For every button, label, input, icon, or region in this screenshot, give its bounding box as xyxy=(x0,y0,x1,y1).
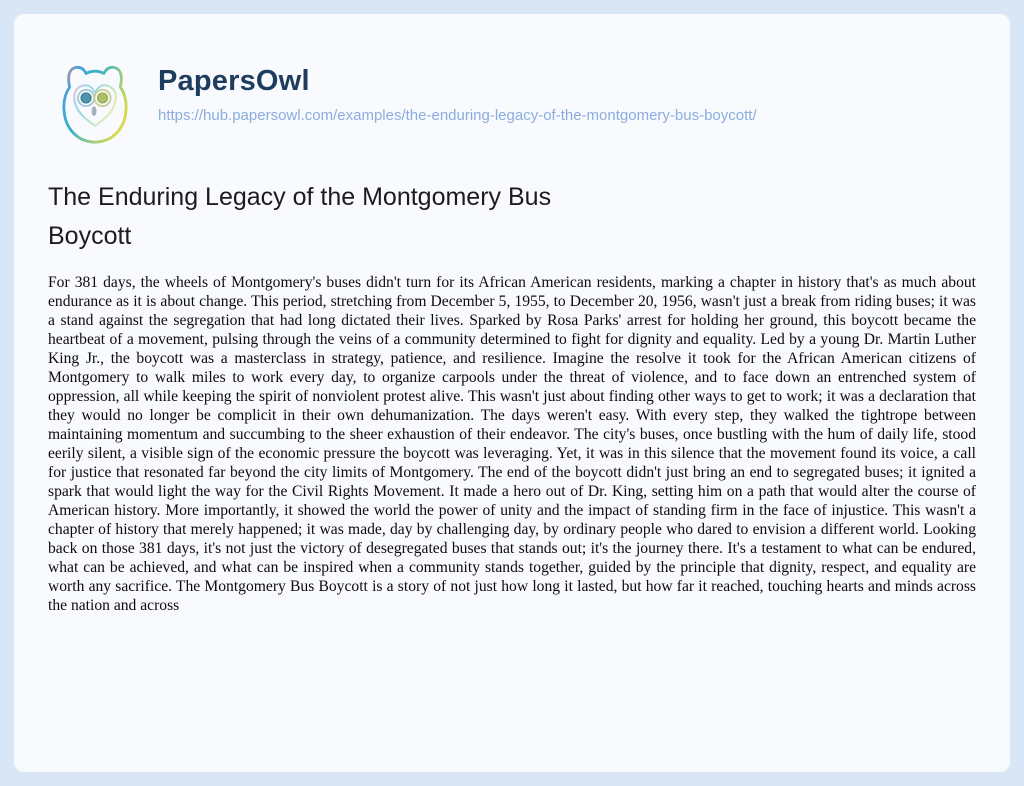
brand-name: PapersOwl xyxy=(158,65,310,97)
page-title-line2: Boycott xyxy=(48,222,132,250)
essay-body-text: For 381 days, the wheels of Montgomery's buses didn't turn for its African American residents, marking a chapter in history that's as much about endurance as it is about change. This period, stretching from December 5, 1955, to December 20, 1956, wasn't just a break from riding buses; it was a stand against the segregation that had long dictated their lives. Sparked by Rosa Parks' arrest for holding her ground, this boycott became the heartbeat of a movement, pulsing through the veins of a community determined to fight for dignity and equality. Led by a young Dr. Martin Luther King Jr., the boycott was a masterclass in strategy, patience, and resilience. Imagine the resolve it took for the African American citizens of Montgomery to walk miles to work every day, to organize carpools under the threat of violence, and to face down an entrenched system of oppression, all while keeping the spirit of nonviolent protest alive. This wasn't just about finding other ways to get to work; it was a declaration that they would no longer be complicit in their own dehumanization. The days weren't easy. With every step, they walked the tightrope between maintaining momentum and succumbing to the sheer exhaustion of their endeavor. The city's buses, once bustling with the hum of daily life, stood eerily silent, a visible sign of the economic pressure the boycott was leveraging. Yet, it was in this silence that the movement found its voice, a call for justice that resonated far beyond the city limits of Montgomery. The end of the boycott didn't just bring an end to segregated buses; it ignited a spark that would light the way for the Civil Rights Movement. It made a hero out of Dr. King, setting him on a path that would alter the course of American history. More importantly, it showed the world the power of unity and the impact of standing firm in the face of injustice. This wasn't a chapter of history that merely happened; it was made, day by challenging day, by ordinary people who dared to envision a different world. Looking back on those 381 days, it's not just the victory of desegregated buses that stands out; it's the journey there. It's a testament to what can be endured, what can be achieved, and what can be inspired when a community stands together, guided by the principle that dignity, respect, and equality are worth any sacrifice. The Montgomery Bus Boycott is a story of not just how long it lasted, but how far it reached, touching hearts and minds across the nation and across xyxy=(48,274,976,614)
page-title-line1: The Enduring Legacy of the Montgomery Bus xyxy=(48,183,552,211)
document-card xyxy=(14,14,1010,772)
source-url-link[interactable]: https://hub.papersowl.com/examples/the-enduring-legacy-of-the-montgomery-bus-boycott/ xyxy=(158,106,757,124)
papersowl-logo-icon xyxy=(48,58,142,152)
header-text-block xyxy=(158,58,757,125)
header xyxy=(48,58,976,152)
page-title xyxy=(48,178,728,256)
